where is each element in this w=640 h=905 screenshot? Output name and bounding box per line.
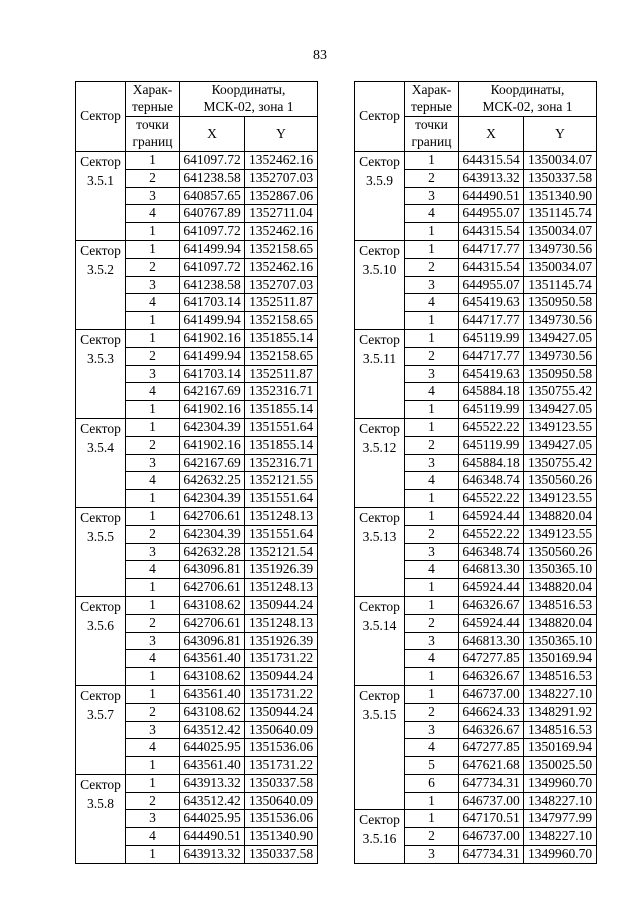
table-row xyxy=(355,596,597,614)
coord-y: 1351855.14 xyxy=(245,401,318,419)
point-number: 3 xyxy=(405,454,459,472)
coord-x: 644025.95 xyxy=(180,810,245,828)
coord-y: 1351551.64 xyxy=(245,490,318,508)
coord-y: 1350169.94 xyxy=(524,650,597,668)
coord-x: 643108.62 xyxy=(180,596,245,614)
sector-name: Сектор 3.5.15 xyxy=(355,685,405,810)
coord-x: 644315.54 xyxy=(459,152,524,170)
coord-x: 642632.28 xyxy=(180,543,245,561)
point-number: 1 xyxy=(126,401,180,419)
coord-y: 1350944.24 xyxy=(245,668,318,686)
coord-y: 1350755.42 xyxy=(524,383,597,401)
point-number: 4 xyxy=(126,472,180,490)
table-row xyxy=(355,507,597,525)
coord-y: 1352511.87 xyxy=(245,294,318,312)
point-number: 4 xyxy=(405,205,459,223)
coord-y: 1349960.70 xyxy=(524,846,597,864)
table-row xyxy=(76,240,318,258)
table-row xyxy=(76,774,318,792)
point-number: 1 xyxy=(405,401,459,419)
point-number: 1 xyxy=(405,685,459,703)
point-number: 3 xyxy=(405,632,459,650)
table-row xyxy=(355,685,597,703)
coord-y: 1347977.99 xyxy=(524,810,597,828)
header-points-top: Харак- терные xyxy=(405,82,459,117)
point-number: 4 xyxy=(405,383,459,401)
coord-y: 1351536.06 xyxy=(245,739,318,757)
point-number: 2 xyxy=(405,614,459,632)
header-sector: Сектор xyxy=(355,82,405,152)
coord-y: 1351551.64 xyxy=(245,525,318,543)
coord-x: 641097.72 xyxy=(180,258,245,276)
coord-x: 642167.69 xyxy=(180,383,245,401)
coord-x: 641703.14 xyxy=(180,294,245,312)
point-number: 1 xyxy=(405,152,459,170)
coord-x: 644025.95 xyxy=(180,739,245,757)
coord-y: 1350169.94 xyxy=(524,739,597,757)
header-y: Y xyxy=(245,117,318,152)
coord-y: 1351248.13 xyxy=(245,579,318,597)
coord-x: 646348.74 xyxy=(459,543,524,561)
coord-x: 641238.58 xyxy=(180,276,245,294)
coord-y: 1350337.58 xyxy=(245,774,318,792)
coord-x: 645119.99 xyxy=(459,401,524,419)
point-number: 3 xyxy=(126,187,180,205)
coord-y: 1350640.09 xyxy=(245,721,318,739)
coord-x: 644955.07 xyxy=(459,276,524,294)
coord-y: 1351248.13 xyxy=(245,614,318,632)
sector-name: Сектор 3.5.8 xyxy=(76,774,126,863)
coord-x: 643913.32 xyxy=(180,774,245,792)
coord-x: 646813.30 xyxy=(459,561,524,579)
coordinates-table-left xyxy=(75,81,318,864)
coord-y: 1352316.71 xyxy=(245,454,318,472)
point-number: 3 xyxy=(405,721,459,739)
coord-y: 1348516.53 xyxy=(524,596,597,614)
coord-y: 1351551.64 xyxy=(245,418,318,436)
coord-x: 643512.42 xyxy=(180,792,245,810)
point-number: 2 xyxy=(126,703,180,721)
coord-y: 1352707.03 xyxy=(245,169,318,187)
point-number: 4 xyxy=(126,828,180,846)
point-number: 1 xyxy=(405,223,459,241)
point-number: 3 xyxy=(405,543,459,561)
point-number: 4 xyxy=(405,561,459,579)
table-row xyxy=(355,240,597,258)
coord-x: 641499.94 xyxy=(180,240,245,258)
coord-y: 1350025.50 xyxy=(524,757,597,775)
coord-x: 641097.72 xyxy=(180,223,245,241)
page-number: 83 xyxy=(313,48,327,63)
point-number: 2 xyxy=(126,436,180,454)
coord-y: 1348227.10 xyxy=(524,792,597,810)
coord-x: 646737.00 xyxy=(459,685,524,703)
coord-x: 642304.39 xyxy=(180,418,245,436)
coord-x: 646326.67 xyxy=(459,668,524,686)
coord-y: 1349960.70 xyxy=(524,774,597,792)
coord-x: 647170.51 xyxy=(459,810,524,828)
coord-y: 1350560.26 xyxy=(524,543,597,561)
point-number: 1 xyxy=(126,596,180,614)
point-number: 4 xyxy=(126,205,180,223)
coord-x: 642304.39 xyxy=(180,490,245,508)
coord-y: 1349730.56 xyxy=(524,240,597,258)
coord-x: 645522.22 xyxy=(459,490,524,508)
table-row xyxy=(76,329,318,347)
coord-x: 644955.07 xyxy=(459,205,524,223)
coord-y: 1351340.90 xyxy=(245,828,318,846)
point-number: 3 xyxy=(126,454,180,472)
coord-y: 1351926.39 xyxy=(245,561,318,579)
point-number: 1 xyxy=(405,329,459,347)
coord-y: 1350365.10 xyxy=(524,561,597,579)
sector-name: Сектор 3.5.4 xyxy=(76,418,126,507)
sector-name: Сектор 3.5.16 xyxy=(355,810,405,863)
coord-y: 1348516.53 xyxy=(524,721,597,739)
table-row xyxy=(76,507,318,525)
sector-name: Сектор 3.5.11 xyxy=(355,329,405,418)
point-number: 1 xyxy=(126,668,180,686)
coord-x: 645522.22 xyxy=(459,525,524,543)
coord-x: 646813.30 xyxy=(459,632,524,650)
coord-x: 645419.63 xyxy=(459,365,524,383)
coord-y: 1351855.14 xyxy=(245,329,318,347)
point-number: 3 xyxy=(126,721,180,739)
point-number: 3 xyxy=(126,810,180,828)
coord-x: 644717.77 xyxy=(459,347,524,365)
coord-y: 1352158.65 xyxy=(245,312,318,330)
coord-y: 1351145.74 xyxy=(524,276,597,294)
point-number: 1 xyxy=(405,668,459,686)
coord-x: 643561.40 xyxy=(180,650,245,668)
coord-x: 643913.32 xyxy=(459,169,524,187)
coord-x: 642632.25 xyxy=(180,472,245,490)
coord-x: 647277.85 xyxy=(459,739,524,757)
table-body-left xyxy=(76,152,318,864)
point-number: 3 xyxy=(405,276,459,294)
point-number: 1 xyxy=(405,596,459,614)
coord-x: 644717.77 xyxy=(459,312,524,330)
coord-x: 645884.18 xyxy=(459,383,524,401)
table-body-right xyxy=(355,152,597,864)
coord-y: 1349730.56 xyxy=(524,312,597,330)
coord-y: 1348291.92 xyxy=(524,703,597,721)
point-number: 2 xyxy=(405,169,459,187)
coord-x: 646737.00 xyxy=(459,828,524,846)
point-number: 1 xyxy=(405,792,459,810)
coord-y: 1351731.22 xyxy=(245,650,318,668)
coord-y: 1351926.39 xyxy=(245,632,318,650)
coord-y: 1348227.10 xyxy=(524,828,597,846)
coord-x: 641499.94 xyxy=(180,347,245,365)
sector-name: Сектор 3.5.2 xyxy=(76,240,126,329)
coord-y: 1350950.58 xyxy=(524,294,597,312)
point-number: 1 xyxy=(405,418,459,436)
coord-x: 647277.85 xyxy=(459,650,524,668)
coord-x: 645522.22 xyxy=(459,418,524,436)
coord-x: 640857.65 xyxy=(180,187,245,205)
coord-y: 1352121.54 xyxy=(245,543,318,561)
point-number: 2 xyxy=(126,258,180,276)
coord-y: 1350034.07 xyxy=(524,223,597,241)
header-y: Y xyxy=(524,117,597,152)
coord-x: 647734.31 xyxy=(459,774,524,792)
coord-y: 1348516.53 xyxy=(524,668,597,686)
table-row xyxy=(76,152,318,170)
coord-x: 643512.42 xyxy=(180,721,245,739)
table-row xyxy=(355,418,597,436)
sector-name: Сектор 3.5.1 xyxy=(76,152,126,241)
point-number: 2 xyxy=(126,169,180,187)
coord-y: 1349123.55 xyxy=(524,490,597,508)
coord-y: 1352121.55 xyxy=(245,472,318,490)
coord-y: 1351536.06 xyxy=(245,810,318,828)
coord-y: 1348227.10 xyxy=(524,685,597,703)
coord-y: 1348820.04 xyxy=(524,614,597,632)
coord-y: 1351731.22 xyxy=(245,757,318,775)
point-number: 2 xyxy=(126,347,180,365)
sector-name: Сектор 3.5.5 xyxy=(76,507,126,596)
coord-x: 646737.00 xyxy=(459,792,524,810)
coord-x: 647621.68 xyxy=(459,757,524,775)
point-number: 1 xyxy=(126,507,180,525)
coord-x: 645119.99 xyxy=(459,329,524,347)
sector-name: Сектор 3.5.10 xyxy=(355,240,405,329)
sector-name: Сектор 3.5.12 xyxy=(355,418,405,507)
header-points-bottom: точки границ xyxy=(126,117,180,152)
point-number: 3 xyxy=(126,276,180,294)
coord-x: 643561.40 xyxy=(180,757,245,775)
sector-name: Сектор 3.5.7 xyxy=(76,685,126,774)
coord-x: 646326.67 xyxy=(459,721,524,739)
coord-y: 1352711.04 xyxy=(245,205,318,223)
point-number: 3 xyxy=(405,187,459,205)
coord-x: 645924.44 xyxy=(459,614,524,632)
coord-x: 646348.74 xyxy=(459,472,524,490)
header-x: X xyxy=(180,117,245,152)
coord-y: 1350560.26 xyxy=(524,472,597,490)
coord-x: 643913.32 xyxy=(180,846,245,864)
header-points-top: Харак- терные xyxy=(126,82,180,117)
coord-x: 641703.14 xyxy=(180,365,245,383)
point-number: 4 xyxy=(405,294,459,312)
point-number: 2 xyxy=(405,347,459,365)
point-number: 2 xyxy=(405,436,459,454)
point-number: 3 xyxy=(405,846,459,864)
coord-y: 1351248.13 xyxy=(245,507,318,525)
coord-x: 641902.16 xyxy=(180,436,245,454)
point-number: 1 xyxy=(126,223,180,241)
coord-y: 1349123.55 xyxy=(524,525,597,543)
coord-y: 1351855.14 xyxy=(245,436,318,454)
coord-x: 644490.51 xyxy=(180,828,245,846)
point-number: 1 xyxy=(126,774,180,792)
point-number: 1 xyxy=(405,507,459,525)
coord-y: 1349427.05 xyxy=(524,436,597,454)
coord-y: 1351145.74 xyxy=(524,205,597,223)
coord-x: 641902.16 xyxy=(180,329,245,347)
coord-y: 1350337.58 xyxy=(524,169,597,187)
coord-y: 1350950.58 xyxy=(524,365,597,383)
point-number: 3 xyxy=(126,543,180,561)
coord-y: 1352867.06 xyxy=(245,187,318,205)
coord-x: 640767.89 xyxy=(180,205,245,223)
coord-y: 1350034.07 xyxy=(524,152,597,170)
coord-y: 1350365.10 xyxy=(524,632,597,650)
coord-x: 644490.51 xyxy=(459,187,524,205)
coord-y: 1350034.07 xyxy=(524,258,597,276)
coord-y: 1349123.55 xyxy=(524,418,597,436)
point-number: 1 xyxy=(405,490,459,508)
coord-y: 1352462.16 xyxy=(245,258,318,276)
coord-x: 645119.99 xyxy=(459,436,524,454)
coord-y: 1351340.90 xyxy=(524,187,597,205)
point-number: 1 xyxy=(126,490,180,508)
point-number: 1 xyxy=(126,418,180,436)
table-row xyxy=(355,152,597,170)
coord-x: 642706.61 xyxy=(180,507,245,525)
coord-x: 643561.40 xyxy=(180,685,245,703)
point-number: 1 xyxy=(126,240,180,258)
header-coordinates: Координаты, МСК-02, зона 1 xyxy=(459,82,597,117)
point-number: 2 xyxy=(126,525,180,543)
coord-x: 641238.58 xyxy=(180,169,245,187)
point-number: 4 xyxy=(405,650,459,668)
point-number: 2 xyxy=(126,792,180,810)
coord-y: 1352316.71 xyxy=(245,383,318,401)
coord-y: 1352462.16 xyxy=(245,223,318,241)
coord-x: 642706.61 xyxy=(180,614,245,632)
coord-y: 1350944.24 xyxy=(245,596,318,614)
coordinates-table-right xyxy=(354,81,597,864)
header-sector: Сектор xyxy=(76,82,126,152)
point-number: 2 xyxy=(405,703,459,721)
point-number: 1 xyxy=(405,579,459,597)
point-number: 4 xyxy=(126,383,180,401)
coord-x: 645884.18 xyxy=(459,454,524,472)
coord-x: 641097.72 xyxy=(180,152,245,170)
table-row xyxy=(355,810,597,828)
point-number: 3 xyxy=(126,365,180,383)
coord-x: 642167.69 xyxy=(180,454,245,472)
point-number: 4 xyxy=(126,294,180,312)
point-number: 3 xyxy=(405,365,459,383)
point-number: 1 xyxy=(405,810,459,828)
point-number: 4 xyxy=(126,739,180,757)
point-number: 4 xyxy=(405,472,459,490)
coord-x: 646624.33 xyxy=(459,703,524,721)
point-number: 6 xyxy=(405,774,459,792)
point-number: 2 xyxy=(405,258,459,276)
coord-y: 1349427.05 xyxy=(524,401,597,419)
point-number: 4 xyxy=(405,739,459,757)
point-number: 1 xyxy=(126,152,180,170)
coord-y: 1350944.24 xyxy=(245,703,318,721)
coord-x: 642706.61 xyxy=(180,579,245,597)
coord-x: 645924.44 xyxy=(459,507,524,525)
point-number: 1 xyxy=(126,685,180,703)
point-number: 1 xyxy=(405,312,459,330)
point-number: 1 xyxy=(405,240,459,258)
coord-y: 1352158.65 xyxy=(245,240,318,258)
point-number: 5 xyxy=(405,757,459,775)
coord-y: 1349730.56 xyxy=(524,347,597,365)
coord-x: 645419.63 xyxy=(459,294,524,312)
coord-x: 647734.31 xyxy=(459,846,524,864)
point-number: 1 xyxy=(126,757,180,775)
coord-y: 1352511.87 xyxy=(245,365,318,383)
table-row xyxy=(76,596,318,614)
coord-x: 643096.81 xyxy=(180,561,245,579)
coord-x: 643108.62 xyxy=(180,703,245,721)
header-points-bottom: точки границ xyxy=(405,117,459,152)
point-number: 1 xyxy=(126,579,180,597)
table-row xyxy=(76,685,318,703)
point-number: 4 xyxy=(126,561,180,579)
point-number: 1 xyxy=(126,846,180,864)
point-number: 4 xyxy=(126,650,180,668)
coord-x: 642304.39 xyxy=(180,525,245,543)
coord-x: 646326.67 xyxy=(459,596,524,614)
coord-y: 1350337.58 xyxy=(245,846,318,864)
coord-y: 1350755.42 xyxy=(524,454,597,472)
sector-name: Сектор 3.5.3 xyxy=(76,329,126,418)
sector-name: Сектор 3.5.13 xyxy=(355,507,405,596)
coord-x: 644315.54 xyxy=(459,223,524,241)
header-coordinates: Координаты, МСК-02, зона 1 xyxy=(180,82,318,117)
coord-x: 644315.54 xyxy=(459,258,524,276)
point-number: 1 xyxy=(126,329,180,347)
coord-x: 643096.81 xyxy=(180,632,245,650)
point-number: 2 xyxy=(126,614,180,632)
coord-x: 643108.62 xyxy=(180,668,245,686)
sector-name: Сектор 3.5.14 xyxy=(355,596,405,685)
coord-y: 1352707.03 xyxy=(245,276,318,294)
coord-y: 1348820.04 xyxy=(524,507,597,525)
coord-y: 1348820.04 xyxy=(524,579,597,597)
sector-name: Сектор 3.5.9 xyxy=(355,152,405,241)
point-number: 3 xyxy=(126,632,180,650)
sector-name: Сектор 3.5.6 xyxy=(76,596,126,685)
coord-y: 1352462.16 xyxy=(245,152,318,170)
coord-x: 644717.77 xyxy=(459,240,524,258)
coord-y: 1351731.22 xyxy=(245,685,318,703)
point-number: 1 xyxy=(126,312,180,330)
coord-x: 641902.16 xyxy=(180,401,245,419)
header-x: X xyxy=(459,117,524,152)
coord-y: 1350640.09 xyxy=(245,792,318,810)
coord-y: 1352158.65 xyxy=(245,347,318,365)
coord-x: 641499.94 xyxy=(180,312,245,330)
point-number: 2 xyxy=(405,525,459,543)
table-row xyxy=(355,329,597,347)
coord-y: 1349427.05 xyxy=(524,329,597,347)
table-row xyxy=(76,418,318,436)
coord-x: 645924.44 xyxy=(459,579,524,597)
point-number: 2 xyxy=(405,828,459,846)
